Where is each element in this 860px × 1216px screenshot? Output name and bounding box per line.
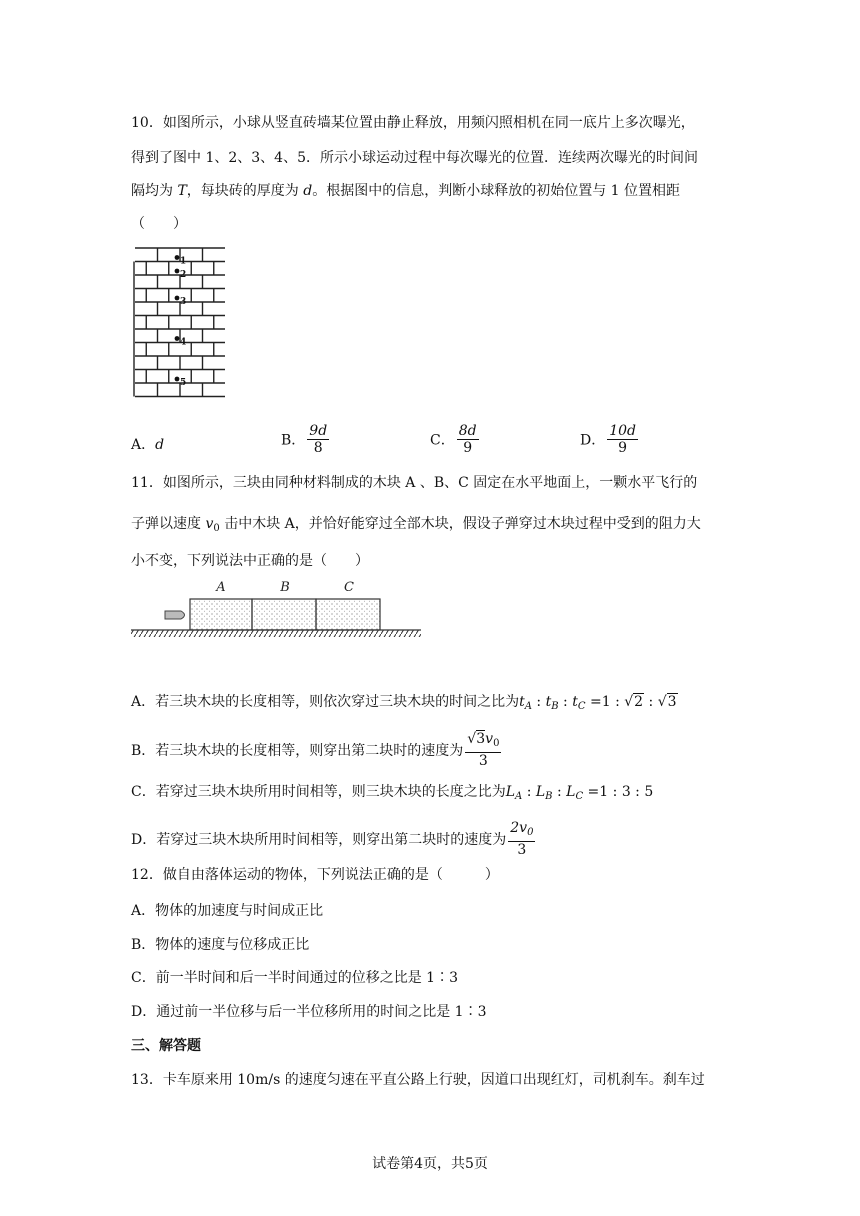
q11-option-a-sqrt3: √3 xyxy=(657,694,677,710)
q10-option-b xyxy=(281,423,331,456)
q13-line1: 13．卡车原来用 10m/s 的速度匀速在平直公路上行驶，因道口出现红灯，司机刹车。刹车过 xyxy=(131,1072,705,1088)
q10-option-d xyxy=(580,423,640,456)
q10-line3-a: 隔均为 xyxy=(131,183,178,199)
q12-option-d: D．通过前一半位移与后一半位移所用的时间之比是 1∶3 xyxy=(131,1004,487,1020)
q11-line3: 小不变，下列说法中正确的是（ ） xyxy=(131,553,369,569)
q10-option-d-fraction xyxy=(607,423,638,456)
q10-option-d-numerator: 10d xyxy=(609,423,637,439)
q10-option-b-fraction xyxy=(307,423,329,456)
q10-paren: （ ） xyxy=(131,216,187,232)
q11-option-a-tc-sub: C xyxy=(577,701,586,712)
q11-option-a-sep3: : xyxy=(644,694,658,710)
q12-stem: 12．做自由落体运动的物体，下列说法正确的是（ ） xyxy=(131,867,499,883)
q11-line2-b: 击中木块 A，并恰好能穿过全部木块，假设子弹穿过木块过程中受到的阻力大 xyxy=(219,516,701,532)
q10-option-b-numerator: 9d xyxy=(309,423,328,439)
q12-option-b: B．物体的速度与位移成正比 xyxy=(131,937,310,953)
blocks-figure xyxy=(131,578,423,638)
q11-option-c-text: C．若穿过三块木块所用时间相等，则三块木块的长度之比为 xyxy=(131,784,506,800)
q11-option-d-text: D．若穿过三块木块所用时间相等，则穿出第二块时的速度为 xyxy=(131,832,507,848)
q11-option-d-denominator: 3 xyxy=(517,842,527,858)
q10-option-d-label: D． xyxy=(580,432,606,449)
q10-line3 xyxy=(131,181,680,201)
q11-option-d-fraction xyxy=(508,820,535,858)
q11-option-a-tb: t xyxy=(545,694,552,710)
q10-d: d xyxy=(303,183,313,199)
ball-position-4 xyxy=(175,336,180,341)
q11-line1: 11．如图所示，三块由同种材料制成的木块 A 、B、C 固定在水平地面上，一颗水平飞行的 xyxy=(131,475,698,491)
ball-label-5: 5 xyxy=(180,378,187,388)
q10-option-a xyxy=(131,434,164,454)
ball-label-1: 1 xyxy=(180,256,187,267)
ground-hatch xyxy=(131,630,421,637)
q10-option-c-numerator: 8d xyxy=(458,423,477,439)
ball-label-3: 3 xyxy=(180,297,187,307)
q11-v0: v xyxy=(205,516,214,532)
ball-label-4: 4 xyxy=(180,337,187,348)
q10-option-a-value: d xyxy=(155,437,165,453)
q11-option-a-tc: t xyxy=(572,694,578,710)
q10-option-c-label: C． xyxy=(430,432,455,449)
block-label-b: B xyxy=(280,580,290,595)
bullet xyxy=(165,611,185,619)
q10-line1: 10．如图所示，小球从竖直砖墙某位置由静止释放，用频闪照相机在同一底片上多次曝光， xyxy=(131,115,695,131)
q11-option-b-text: B．若三块木块的长度相等，则穿出第二块时的速度为 xyxy=(131,743,464,759)
q11-option-c-ratio: =1 : 3 : 5 xyxy=(583,784,654,800)
q11-option-a-ta-sub: A xyxy=(524,701,532,712)
q11-option-d xyxy=(131,820,537,858)
ball-position-5 xyxy=(175,377,180,382)
q10-option-b-denominator: 8 xyxy=(313,440,323,456)
block-b xyxy=(252,599,316,630)
q10-line3-b: ，每块砖的厚度为 xyxy=(186,183,304,199)
q11-option-a-sqrt2: √2 xyxy=(624,694,644,710)
q10-option-d-denominator: 9 xyxy=(618,440,628,456)
q11-line2 xyxy=(131,514,701,539)
ball-position-2 xyxy=(175,269,180,274)
q10-T: T xyxy=(177,183,187,199)
q11-option-a xyxy=(131,692,678,717)
q11-option-d-numerator: $2v_0$ xyxy=(508,820,535,842)
q11-v0-sub: 0 xyxy=(213,523,220,534)
q11-option-b xyxy=(131,731,503,769)
ball-position-3 xyxy=(175,296,180,301)
q11-line2-a: 子弹以速度 xyxy=(131,516,206,532)
ball-position-1 xyxy=(175,255,180,260)
q11-option-a-tb-sub: B xyxy=(551,701,559,712)
q10-option-c xyxy=(430,423,481,456)
q10-option-c-fraction xyxy=(457,423,479,456)
section-heading: 三、解答题 xyxy=(131,1038,201,1054)
brick-wall-figure xyxy=(131,244,227,409)
q12-option-c: C．前一半时间和后一半时间通过的位移之比是 1∶3 xyxy=(131,970,458,986)
q11-option-a-text: A．若三块木块的长度相等，则依次穿过三块木块的时间之比为 xyxy=(131,694,520,710)
q10-option-b-label: B． xyxy=(281,432,306,449)
q11-option-a-ta: t xyxy=(519,694,525,710)
q11-option-a-sep1: : xyxy=(531,694,546,710)
q11-option-b-fraction xyxy=(465,731,501,769)
q12-option-a: A．物体的加速度与时间成正比 xyxy=(131,903,324,919)
q10-line2: 得到了图中 1、2、3、4、5．所示小球运动过程中每次曝光的位置．连续两次曝光的时间间 xyxy=(131,150,698,166)
q10-option-c-denominator: 9 xyxy=(463,440,473,456)
q11-option-b-numerator: $√3v_0$ xyxy=(465,731,501,753)
q11-option-a-sep2: : xyxy=(558,694,573,710)
page-footer: 试卷第4页，共5页 xyxy=(372,1156,488,1172)
q11-option-c: C．若穿过三块木块所用时间相等，则三块木块的长度之比为$L_A$ : $L_B$ : $L_C =1$ : 3 : 5 xyxy=(131,784,654,802)
block-label-a: A xyxy=(216,580,226,595)
block-a xyxy=(190,599,252,630)
ball-label-2: 2 xyxy=(180,270,187,280)
q10-line3-c: 。根据图中的信息，判断小球释放的初始位置与 1 位置相距 xyxy=(312,183,681,199)
q11-option-b-denominator: 3 xyxy=(478,753,488,769)
q11-option-a-eq: =1 : xyxy=(585,694,625,710)
block-label-c: C xyxy=(344,580,354,595)
q10-option-a-label: A． xyxy=(131,437,156,453)
block-c xyxy=(316,599,380,630)
